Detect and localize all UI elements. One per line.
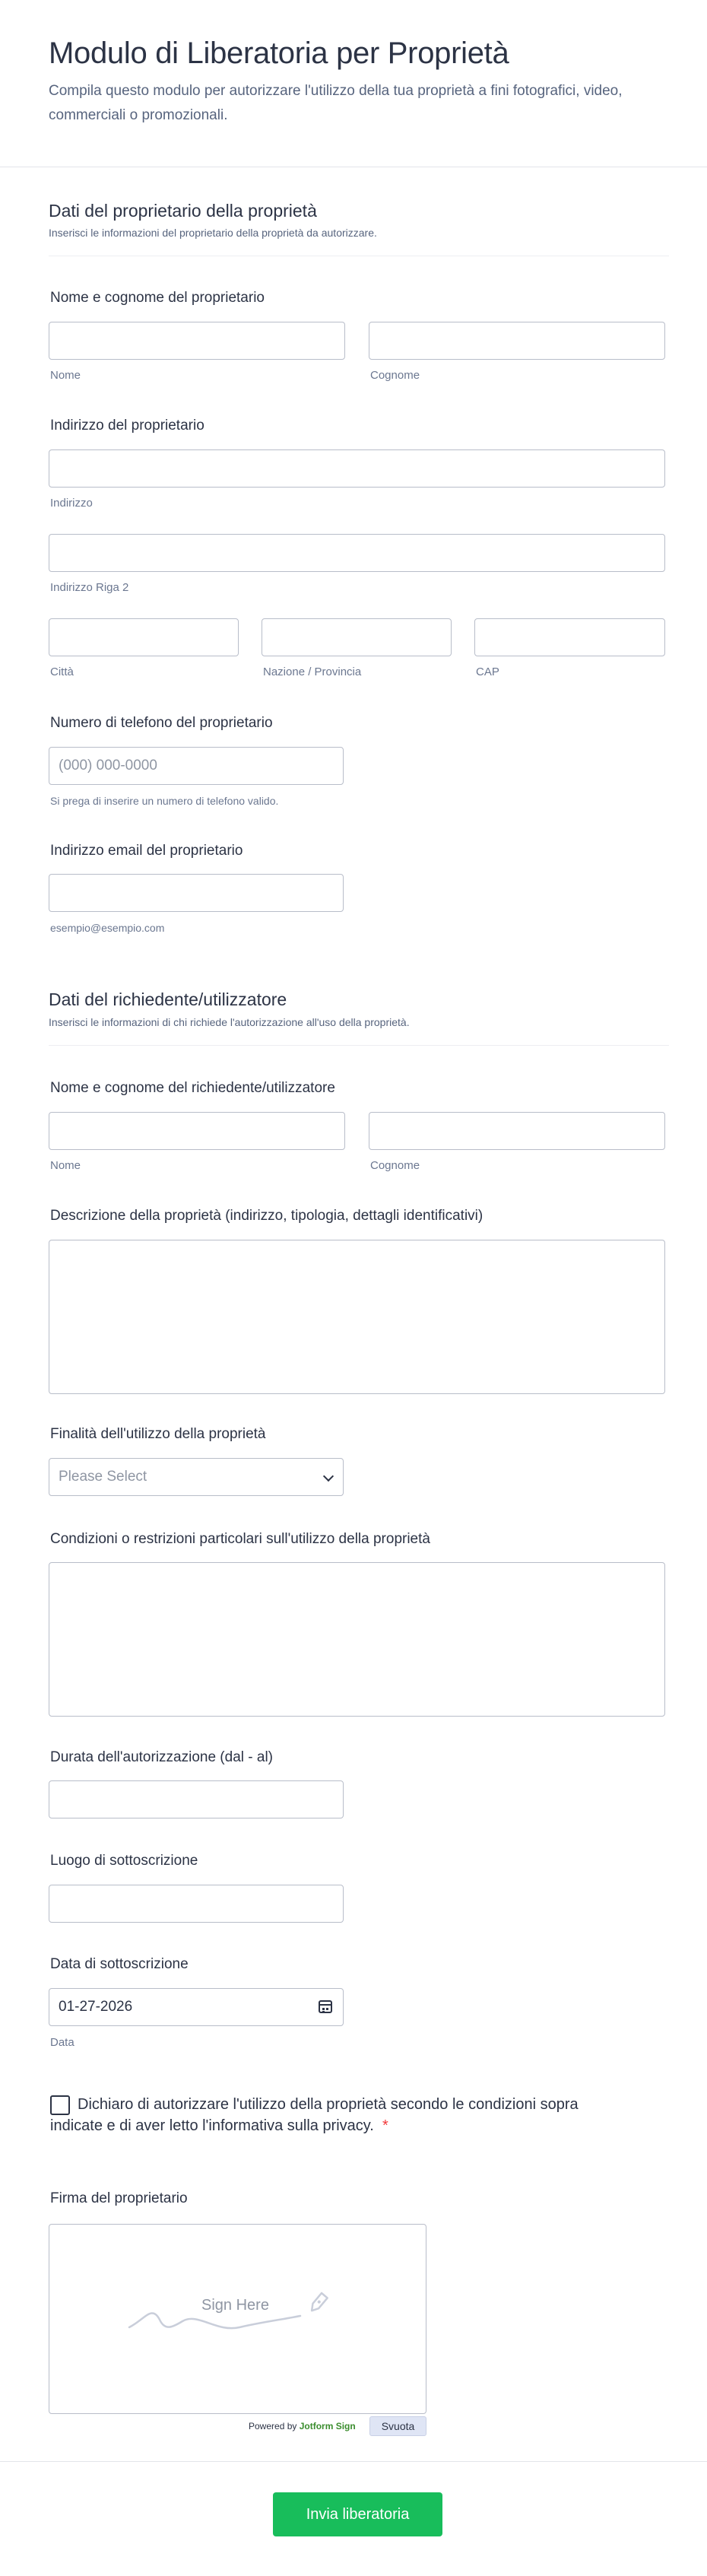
section-divider-requester xyxy=(49,1045,669,1046)
clear-signature-button[interactable]: Svuota xyxy=(369,2416,426,2436)
requester-first-name-sublabel: Nome xyxy=(50,1159,81,1172)
consent-text: Dichiaro di autorizzare l'utilizzo della proprietà secondo le condizioni sopra indicate e di aver letto l'informativa sulla privacy. xyxy=(50,2096,579,2134)
owner-phone-input[interactable] xyxy=(49,747,344,785)
duration-label: Durata dell'autorizzazione (dal - al) xyxy=(50,1749,273,1765)
calendar-icon[interactable] xyxy=(319,2000,332,2013)
consent-label xyxy=(50,2094,582,2136)
footer-divider xyxy=(0,2461,707,2462)
usage-purpose-selected: Please Select xyxy=(59,1469,147,1485)
powered-by-prefix: Powered by xyxy=(249,2421,297,2431)
city-input[interactable] xyxy=(49,618,239,656)
signing-date-label: Data di sottoscrizione xyxy=(50,1956,189,1972)
owner-last-name-sublabel: Cognome xyxy=(370,369,420,382)
section-title-owner: Dati del proprietario della proprietà xyxy=(49,201,317,221)
owner-email-label: Indirizzo email del proprietario xyxy=(50,843,243,859)
form-title: Modulo di Liberatoria per Proprietà xyxy=(49,37,509,70)
submit-button[interactable]: Invia liberatoria xyxy=(273,2492,442,2536)
address-line2-input[interactable] xyxy=(49,534,665,572)
signing-date-input[interactable] xyxy=(49,1988,344,2026)
conditions-textarea[interactable] xyxy=(49,1562,665,1717)
form-subtitle: Compila questo modulo per autorizzare l'utilizzo della tua proprietà a fini fotografici, video, commerciali o promozionali. xyxy=(49,83,623,123)
owner-last-name-input[interactable] xyxy=(369,322,665,360)
conditions-label: Condizioni o restrizioni particolari sull'utilizzo della proprietà xyxy=(50,1531,430,1547)
requester-last-name-sublabel: Cognome xyxy=(370,1159,420,1172)
signature-label: Firma del proprietario xyxy=(50,2190,188,2206)
state-sublabel: Nazione / Provincia xyxy=(263,665,362,678)
required-star: * xyxy=(382,2117,388,2134)
city-sublabel: Città xyxy=(50,665,74,678)
section-description-requester: Inserisci le informazioni di chi richiede l'autorizzazione all'uso della proprietà. xyxy=(49,1016,410,1028)
section-title-requester: Dati del richiedente/utilizzatore xyxy=(49,989,287,1009)
zip-sublabel: CAP xyxy=(476,665,499,678)
section-description-owner: Inserisci le informazioni del proprietario della proprietà da autorizzare. xyxy=(49,227,377,239)
jotform-sign-logo: Jotform Sign xyxy=(299,2421,356,2431)
owner-email-sublabel: esempio@esempio.com xyxy=(50,922,165,934)
property-description-textarea[interactable] xyxy=(49,1240,665,1394)
address-line2-sublabel: Indirizzo Riga 2 xyxy=(50,581,129,594)
owner-first-name-input[interactable] xyxy=(49,322,345,360)
owner-name-label: Nome e cognome del proprietario xyxy=(50,290,265,306)
signing-place-input[interactable] xyxy=(49,1885,344,1923)
chevron-down-icon xyxy=(323,1471,334,1482)
requester-first-name-input[interactable] xyxy=(49,1112,345,1150)
property-description-label: Descrizione della proprietà (indirizzo, tipologia, dettagli identificativi) xyxy=(50,1208,483,1224)
owner-address-label: Indirizzo del proprietario xyxy=(50,418,204,434)
requester-name-label: Nome e cognome del richiedente/utilizzatore xyxy=(50,1080,335,1096)
owner-email-input[interactable] xyxy=(49,874,344,912)
signing-place-label: Luogo di sottoscrizione xyxy=(50,1853,198,1869)
owner-phone-sublabel: Si prega di inserire un numero di telefono valido. xyxy=(50,795,279,807)
address-line1-sublabel: Indirizzo xyxy=(50,497,93,510)
signing-date-sublabel: Data xyxy=(50,2036,75,2049)
owner-first-name-sublabel: Nome xyxy=(50,369,81,382)
signature-hint: Sign Here xyxy=(201,2297,269,2314)
signing-date-value: 01-27-2026 xyxy=(59,1999,133,2015)
state-input[interactable] xyxy=(262,618,452,656)
zip-input[interactable] xyxy=(474,618,665,656)
duration-input[interactable] xyxy=(49,1780,344,1818)
usage-purpose-select[interactable] xyxy=(49,1458,344,1496)
address-line1-input[interactable] xyxy=(49,449,665,488)
usage-purpose-label: Finalità dell'utilizzo della proprietà xyxy=(50,1426,266,1442)
owner-phone-label: Numero di telefono del proprietario xyxy=(50,715,273,731)
powered-by xyxy=(249,2421,356,2431)
requester-last-name-input[interactable] xyxy=(369,1112,665,1150)
